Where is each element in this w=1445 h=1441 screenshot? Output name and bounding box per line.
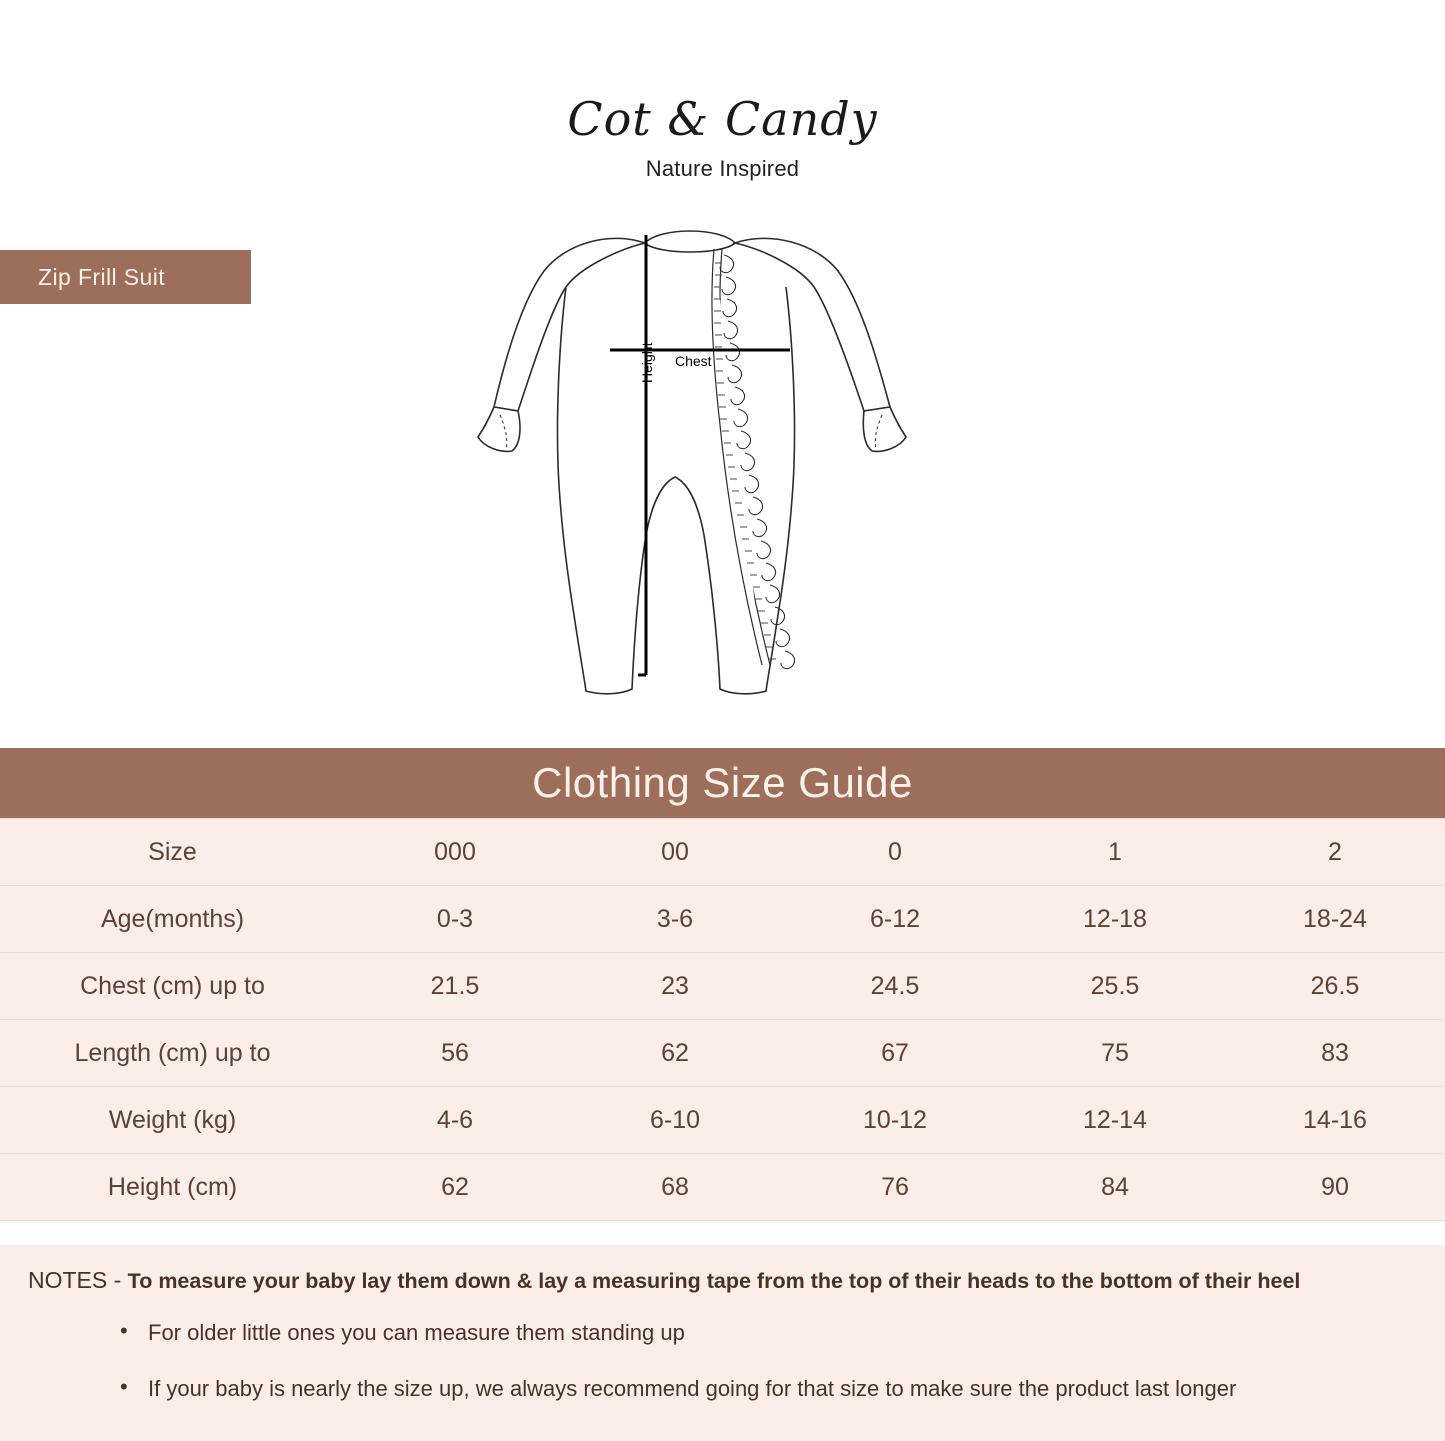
table-cell: 4-6 — [345, 1087, 565, 1154]
table-cell: 18-24 — [1225, 886, 1445, 953]
table-cell: 21.5 — [345, 953, 565, 1020]
size-table-container — [0, 818, 1445, 1221]
table-cell: 10-12 — [785, 1087, 1005, 1154]
row-header: Length (cm) up to — [0, 1020, 345, 1087]
size-table — [0, 818, 1445, 1221]
row-header: Height (cm) — [0, 1154, 345, 1221]
size-guide-title: Clothing Size Guide — [532, 759, 913, 806]
table-cell: 12-18 — [1005, 886, 1225, 953]
table-cell: 0-3 — [345, 886, 565, 953]
notes-label: NOTES - — [28, 1267, 122, 1293]
notes-main-text: To measure your baby lay them down & lay a measuring tape from the top of their heads to the bottom of their heel — [127, 1269, 1301, 1293]
table-cell: 62 — [345, 1154, 565, 1221]
table-cell: 75 — [1005, 1020, 1225, 1087]
table-row — [0, 953, 1445, 1020]
row-header: Age(months) — [0, 886, 345, 953]
table-cell: 24.5 — [785, 953, 1005, 1020]
product-name-tag — [0, 250, 251, 304]
table-row — [0, 1087, 1445, 1154]
table-cell: 67 — [785, 1020, 1005, 1087]
list-item: • If your baby is nearly the size up, we always recommend going for that size to make sure the product last longer — [148, 1376, 1425, 1402]
notes-main-line — [28, 1267, 1425, 1294]
table-cell: 68 — [565, 1154, 785, 1221]
table-cell: 2 — [1225, 819, 1445, 886]
table-row — [0, 886, 1445, 953]
size-guide-banner — [0, 748, 1445, 818]
table-cell: 56 — [345, 1020, 565, 1087]
table-cell: 23 — [565, 953, 785, 1020]
table-cell: 6-10 — [565, 1087, 785, 1154]
table-cell: 14-16 — [1225, 1087, 1445, 1154]
table-cell: 1 — [1005, 819, 1225, 886]
table-cell: 26.5 — [1225, 953, 1445, 1020]
row-header: Chest (cm) up to — [0, 953, 345, 1020]
brand-header — [0, 92, 1445, 182]
table-cell: 000 — [345, 819, 565, 886]
row-header: Size — [0, 819, 345, 886]
table-cell: 6-12 — [785, 886, 1005, 953]
notes-bullet-list — [28, 1320, 1425, 1402]
table-cell: 3-6 — [565, 886, 785, 953]
brand-name: Cot & Candy — [567, 92, 878, 146]
notes-section — [0, 1245, 1445, 1441]
table-cell: 12-14 — [1005, 1087, 1225, 1154]
table-cell: 84 — [1005, 1154, 1225, 1221]
table-cell: 25.5 — [1005, 953, 1225, 1020]
table-row — [0, 819, 1445, 886]
table-cell: 76 — [785, 1154, 1005, 1221]
zip-frill-suit-drawing — [470, 215, 940, 715]
brand-tagline: Nature Inspired — [645, 156, 800, 181]
row-header: Weight (kg) — [0, 1087, 345, 1154]
table-cell: 90 — [1225, 1154, 1445, 1221]
table-cell: 83 — [1225, 1020, 1445, 1087]
height-measure-label: Height — [639, 342, 655, 383]
chest-measure-label: Chest — [675, 353, 712, 369]
table-row — [0, 1154, 1445, 1221]
table-cell: 0 — [785, 819, 1005, 886]
product-name-label: Zip Frill Suit — [38, 263, 166, 290]
table-cell: 62 — [565, 1020, 785, 1087]
garment-illustration — [470, 215, 940, 715]
list-item: • For older little ones you can measure them standing up — [148, 1320, 1425, 1346]
table-row — [0, 1020, 1445, 1087]
table-cell: 00 — [565, 819, 785, 886]
